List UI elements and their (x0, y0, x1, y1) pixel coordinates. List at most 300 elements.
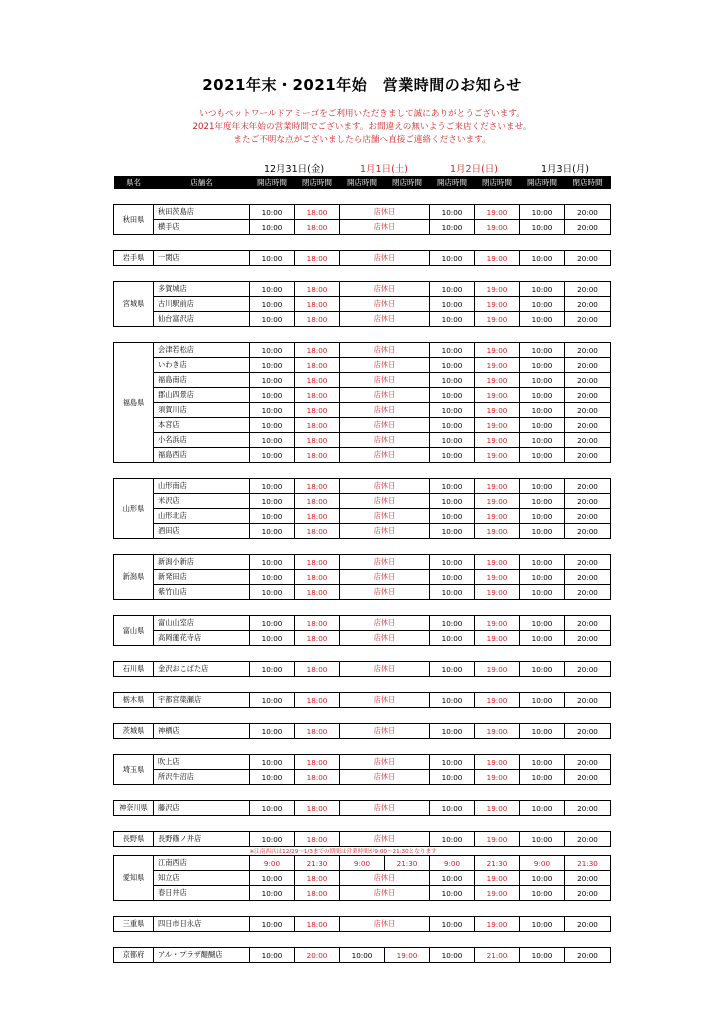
group-spacer (114, 785, 611, 801)
header-open-jan1: 開店時間 (340, 176, 385, 189)
time-open: 10:00 (430, 886, 475, 901)
header-open-jan2: 開店時間 (430, 176, 475, 189)
header-close-jan2: 閉店時間 (475, 176, 520, 189)
time-close: 18:00 (295, 479, 340, 494)
time-open: 10:00 (520, 917, 565, 932)
time-close: 19:00 (475, 282, 520, 297)
time-close: 20:00 (565, 755, 611, 770)
table-row (114, 282, 611, 297)
group-spacer (114, 932, 611, 948)
time-close: 18:00 (295, 205, 340, 220)
time-cell: 21:30 (475, 856, 520, 871)
notice-line-1: いつもペットワールドアミーゴをご利用いただきまして誠にありがとうございます。 (199, 109, 525, 119)
time-open: 10:00 (520, 585, 565, 600)
table-row (114, 479, 611, 494)
time-cell: 10:00 (430, 948, 475, 963)
pref-name: 三重県 (114, 917, 154, 932)
group-spacer-cell (114, 785, 611, 801)
table-row (114, 418, 611, 433)
time-close: 20:00 (565, 418, 611, 433)
pref-name: 埼玉県 (114, 755, 154, 785)
time-close: 20:00 (565, 312, 611, 327)
time-cell: 10:00 (250, 948, 295, 963)
holiday-cell: 店休日 (340, 358, 430, 373)
hours-table (113, 176, 611, 963)
time-close: 18:00 (295, 312, 340, 327)
time-open: 10:00 (520, 770, 565, 785)
time-close: 18:00 (295, 373, 340, 388)
store-name: 山形北店 (154, 509, 250, 524)
holiday-cell: 店休日 (340, 662, 430, 677)
time-open: 10:00 (430, 693, 475, 708)
time-open: 10:00 (430, 343, 475, 358)
holiday-cell: 店休日 (340, 373, 430, 388)
store-name: 知立店 (154, 871, 250, 886)
time-close: 19:00 (475, 388, 520, 403)
group-spacer (114, 677, 611, 693)
time-open: 10:00 (250, 770, 295, 785)
store-name: 郡山四景店 (154, 388, 250, 403)
table-row (114, 724, 611, 739)
time-open: 10:00 (430, 388, 475, 403)
time-close: 19:00 (475, 801, 520, 816)
time-close: 20:00 (565, 631, 611, 646)
group-spacer-cell (114, 266, 611, 282)
time-close: 19:00 (475, 570, 520, 585)
time-open: 10:00 (250, 251, 295, 266)
store-name: 新発田店 (154, 570, 250, 585)
table-header-row (114, 176, 611, 189)
time-open: 10:00 (430, 373, 475, 388)
time-cell: 19:00 (385, 948, 430, 963)
time-open: 10:00 (430, 251, 475, 266)
time-close: 19:00 (475, 755, 520, 770)
pref-name: 神奈川県 (114, 801, 154, 816)
pref-name: 宮城県 (114, 282, 154, 327)
store-name: 宇都宮簗瀬店 (154, 693, 250, 708)
time-cell: 20:00 (565, 948, 611, 963)
holiday-cell: 店休日 (340, 448, 430, 463)
table-row (114, 433, 611, 448)
time-open: 10:00 (430, 662, 475, 677)
header-close-dec31: 閉店時間 (295, 176, 340, 189)
table-row (114, 251, 611, 266)
holiday-cell: 店休日 (340, 801, 430, 816)
note-pad (114, 847, 250, 856)
time-close: 20:00 (565, 388, 611, 403)
pref-name: 栃木県 (114, 693, 154, 708)
table-row (114, 886, 611, 901)
time-close: 19:00 (475, 494, 520, 509)
time-close: 18:00 (295, 570, 340, 585)
table-row (114, 832, 611, 847)
time-open: 10:00 (520, 801, 565, 816)
time-cell: 9:00 (520, 856, 565, 871)
time-open: 10:00 (520, 662, 565, 677)
time-open: 10:00 (250, 479, 295, 494)
table-row (114, 448, 611, 463)
time-close: 19:00 (475, 662, 520, 677)
store-name: 本宮店 (154, 418, 250, 433)
time-close: 19:00 (475, 205, 520, 220)
time-close: 20:00 (565, 297, 611, 312)
group-spacer (114, 266, 611, 282)
time-open: 10:00 (430, 479, 475, 494)
group-spacer (114, 646, 611, 662)
time-open: 10:00 (520, 297, 565, 312)
group-spacer-cell (114, 539, 611, 555)
time-close: 19:00 (475, 433, 520, 448)
time-close: 19:00 (475, 631, 520, 646)
table-row (114, 388, 611, 403)
time-close: 20:00 (565, 373, 611, 388)
time-close: 19:00 (475, 509, 520, 524)
header-store: 店舗名 (154, 176, 250, 189)
store-name: 多賀城店 (154, 282, 250, 297)
holiday-cell: 店休日 (340, 205, 430, 220)
time-close: 19:00 (475, 220, 520, 235)
time-open: 10:00 (520, 282, 565, 297)
holiday-cell: 店休日 (340, 555, 430, 570)
group-spacer (114, 539, 611, 555)
time-open: 10:00 (250, 755, 295, 770)
time-open: 10:00 (250, 433, 295, 448)
store-name: 酒田店 (154, 524, 250, 539)
time-close: 18:00 (295, 282, 340, 297)
table-row (114, 524, 611, 539)
time-open: 10:00 (520, 524, 565, 539)
holiday-cell: 店休日 (340, 251, 430, 266)
pref-name: 岩手県 (114, 251, 154, 266)
holiday-cell: 店休日 (340, 616, 430, 631)
time-open: 10:00 (430, 205, 475, 220)
holiday-cell: 店休日 (340, 388, 430, 403)
time-close: 20:00 (565, 433, 611, 448)
time-open: 10:00 (520, 251, 565, 266)
time-open: 10:00 (250, 205, 295, 220)
time-close: 19:00 (475, 693, 520, 708)
store-name: 仙台富沢店 (154, 312, 250, 327)
header-close-jan1: 閉店時間 (385, 176, 430, 189)
time-close: 18:00 (295, 631, 340, 646)
time-open: 10:00 (250, 312, 295, 327)
store-name: 福島西店 (154, 448, 250, 463)
time-cell: 21:00 (475, 948, 520, 963)
time-open: 10:00 (520, 693, 565, 708)
time-open: 10:00 (520, 448, 565, 463)
group-spacer-cell (114, 677, 611, 693)
table-row (114, 220, 611, 235)
time-open: 10:00 (250, 448, 295, 463)
time-open: 10:00 (250, 220, 295, 235)
group-spacer-cell (114, 708, 611, 724)
table-row (114, 616, 611, 631)
time-cell: 9:00 (250, 856, 295, 871)
store-name: 一関店 (154, 251, 250, 266)
group-spacer-cell (114, 600, 611, 616)
time-open: 10:00 (430, 418, 475, 433)
time-open: 10:00 (520, 388, 565, 403)
table-row (114, 494, 611, 509)
time-open: 10:00 (430, 297, 475, 312)
header-pref: 県名 (114, 176, 154, 189)
time-open: 10:00 (430, 448, 475, 463)
time-close: 18:00 (295, 403, 340, 418)
time-open: 10:00 (430, 555, 475, 570)
time-close: 19:00 (475, 886, 520, 901)
group-spacer-cell (114, 463, 611, 479)
time-close: 19:00 (475, 616, 520, 631)
holiday-cell: 店休日 (340, 494, 430, 509)
store-name: 江南西店 (154, 856, 250, 871)
group-spacer (114, 739, 611, 755)
holiday-cell: 店休日 (340, 418, 430, 433)
time-open: 10:00 (520, 570, 565, 585)
store-name: 神栖店 (154, 724, 250, 739)
group-spacer (114, 847, 611, 856)
store-name: アル・プラザ醍醐店 (154, 948, 250, 963)
time-open: 10:00 (250, 388, 295, 403)
day-header-jan1: 1月1日(土) (359, 164, 408, 175)
holiday-cell: 店休日 (340, 312, 430, 327)
time-cell: 10:00 (340, 948, 385, 963)
store-name: いわき店 (154, 358, 250, 373)
group-spacer (114, 463, 611, 479)
time-close: 20:00 (565, 494, 611, 509)
time-open: 10:00 (520, 724, 565, 739)
time-cell: 10:00 (520, 948, 565, 963)
time-open: 10:00 (250, 871, 295, 886)
group-spacer (114, 600, 611, 616)
table-row (114, 585, 611, 600)
time-open: 10:00 (250, 343, 295, 358)
time-close: 19:00 (475, 832, 520, 847)
table-row (114, 631, 611, 646)
group-spacer (114, 816, 611, 832)
pref-name: 愛知県 (114, 856, 154, 901)
time-close: 18:00 (295, 509, 340, 524)
time-close: 20:00 (565, 220, 611, 235)
holiday-cell: 店休日 (340, 917, 430, 932)
time-close: 20:00 (565, 724, 611, 739)
group-spacer-cell (114, 816, 611, 832)
time-close: 20:00 (565, 886, 611, 901)
notice-line-2: 2021年度年末年始の営業時間でございます。お間違えの無いようご来店くださいませ。 (192, 122, 532, 132)
time-close: 19:00 (475, 403, 520, 418)
time-close: 19:00 (475, 479, 520, 494)
table-row (114, 570, 611, 585)
time-close: 18:00 (295, 388, 340, 403)
holiday-cell: 店休日 (340, 343, 430, 358)
time-close: 19:00 (475, 555, 520, 570)
holiday-cell: 店休日 (340, 631, 430, 646)
time-cell: 21:30 (565, 856, 611, 871)
time-open: 10:00 (430, 570, 475, 585)
time-open: 10:00 (250, 662, 295, 677)
table-row (114, 509, 611, 524)
time-open: 10:00 (520, 886, 565, 901)
time-close: 20:00 (565, 801, 611, 816)
time-close: 18:00 (295, 343, 340, 358)
time-open: 10:00 (520, 479, 565, 494)
time-close: 19:00 (475, 297, 520, 312)
time-close: 19:00 (475, 251, 520, 266)
time-open: 10:00 (520, 373, 565, 388)
time-close: 18:00 (295, 662, 340, 677)
time-close: 18:00 (295, 616, 340, 631)
time-open: 10:00 (250, 801, 295, 816)
group-spacer-cell (114, 327, 611, 343)
holiday-cell: 店休日 (340, 509, 430, 524)
time-open: 10:00 (430, 585, 475, 600)
holiday-cell: 店休日 (340, 886, 430, 901)
table-row (114, 693, 611, 708)
pref-name: 富山県 (114, 616, 154, 646)
time-open: 10:00 (250, 616, 295, 631)
time-close: 19:00 (475, 917, 520, 932)
table-row (114, 312, 611, 327)
time-close: 20:00 (565, 693, 611, 708)
time-cell: 9:00 (430, 856, 475, 871)
time-close: 18:00 (295, 494, 340, 509)
time-close: 19:00 (475, 585, 520, 600)
time-open: 10:00 (250, 585, 295, 600)
time-close: 19:00 (475, 448, 520, 463)
time-open: 10:00 (520, 616, 565, 631)
time-open: 10:00 (430, 832, 475, 847)
time-close: 20:00 (565, 358, 611, 373)
time-close: 18:00 (295, 524, 340, 539)
time-open: 10:00 (430, 871, 475, 886)
store-name: 長野篠ノ井店 (154, 832, 250, 847)
time-open: 10:00 (430, 433, 475, 448)
time-open: 10:00 (520, 418, 565, 433)
holiday-cell: 店休日 (340, 755, 430, 770)
group-spacer-cell (114, 932, 611, 948)
holiday-cell: 店休日 (340, 585, 430, 600)
time-cell: 21:30 (295, 856, 340, 871)
table-row (114, 662, 611, 677)
store-name: 藤沢店 (154, 801, 250, 816)
store-name: 米沢店 (154, 494, 250, 509)
holiday-cell: 店休日 (340, 570, 430, 585)
time-close: 20:00 (565, 448, 611, 463)
time-open: 10:00 (250, 524, 295, 539)
table-row (114, 555, 611, 570)
time-open: 10:00 (520, 358, 565, 373)
time-open: 10:00 (430, 358, 475, 373)
time-close: 19:00 (475, 373, 520, 388)
day-header-jan3: 1月3日(月) (540, 164, 589, 175)
header-open-jan3: 開店時間 (520, 176, 565, 189)
time-cell: 9:00 (340, 856, 385, 871)
group-spacer (114, 189, 611, 205)
table-row (114, 343, 611, 358)
day-header-dec31: 12月31日(金) (263, 164, 325, 175)
pref-name: 福島県 (114, 343, 154, 463)
holiday-cell: 店休日 (340, 282, 430, 297)
store-name: 吹上店 (154, 755, 250, 770)
time-close: 20:00 (565, 282, 611, 297)
time-open: 10:00 (430, 403, 475, 418)
time-close: 20:00 (565, 585, 611, 600)
time-open: 10:00 (250, 917, 295, 932)
time-open: 10:00 (430, 616, 475, 631)
store-name: 福島南店 (154, 373, 250, 388)
time-open: 10:00 (430, 724, 475, 739)
header-open-dec31: 開店時間 (250, 176, 295, 189)
time-close: 20:00 (565, 917, 611, 932)
time-close: 20:00 (565, 251, 611, 266)
time-close: 19:00 (475, 524, 520, 539)
time-open: 10:00 (250, 358, 295, 373)
pref-name: 京都府 (114, 948, 154, 963)
time-open: 10:00 (520, 494, 565, 509)
store-name: 新潟小新店 (154, 555, 250, 570)
time-open: 10:00 (520, 433, 565, 448)
time-close: 18:00 (295, 418, 340, 433)
table-row (114, 205, 611, 220)
time-open: 10:00 (250, 693, 295, 708)
time-close: 18:00 (295, 297, 340, 312)
time-open: 10:00 (250, 373, 295, 388)
pref-name: 長野県 (114, 832, 154, 847)
holiday-cell: 店休日 (340, 479, 430, 494)
time-close: 18:00 (295, 448, 340, 463)
holiday-cell: 店休日 (340, 220, 430, 235)
time-open: 10:00 (520, 509, 565, 524)
time-close: 20:00 (565, 403, 611, 418)
time-open: 10:00 (250, 724, 295, 739)
group-spacer-cell (114, 235, 611, 251)
time-close: 18:00 (295, 585, 340, 600)
day-header-jan2: 1月2日(日) (449, 164, 498, 175)
store-name: 金沢おこばた店 (154, 662, 250, 677)
table-row (114, 373, 611, 388)
holiday-cell: 店休日 (340, 524, 430, 539)
time-close: 18:00 (295, 801, 340, 816)
time-open: 10:00 (520, 871, 565, 886)
time-close: 18:00 (295, 770, 340, 785)
group-spacer (114, 327, 611, 343)
time-open: 10:00 (250, 282, 295, 297)
store-name: 富山山室店 (154, 616, 250, 631)
store-name: 山形南店 (154, 479, 250, 494)
time-close: 18:00 (295, 693, 340, 708)
time-close: 18:00 (295, 917, 340, 932)
time-open: 10:00 (430, 312, 475, 327)
time-close: 18:00 (295, 886, 340, 901)
time-open: 10:00 (250, 832, 295, 847)
time-close: 20:00 (565, 205, 611, 220)
group-spacer-cell (114, 646, 611, 662)
time-open: 10:00 (520, 220, 565, 235)
header-close-jan3: 閉店時間 (565, 176, 611, 189)
holiday-cell: 店休日 (340, 403, 430, 418)
time-close: 20:00 (565, 662, 611, 677)
time-close: 18:00 (295, 755, 340, 770)
time-open: 10:00 (430, 755, 475, 770)
time-open: 10:00 (430, 631, 475, 646)
holiday-cell: 店休日 (340, 832, 430, 847)
time-close: 18:00 (295, 433, 340, 448)
time-open: 10:00 (250, 509, 295, 524)
group-spacer (114, 235, 611, 251)
table-row (114, 770, 611, 785)
time-open: 10:00 (430, 801, 475, 816)
time-open: 10:00 (430, 524, 475, 539)
notice-line-3: またご不明な点がございましたら店舗へ直接ご連絡くださいます。 (233, 135, 491, 145)
